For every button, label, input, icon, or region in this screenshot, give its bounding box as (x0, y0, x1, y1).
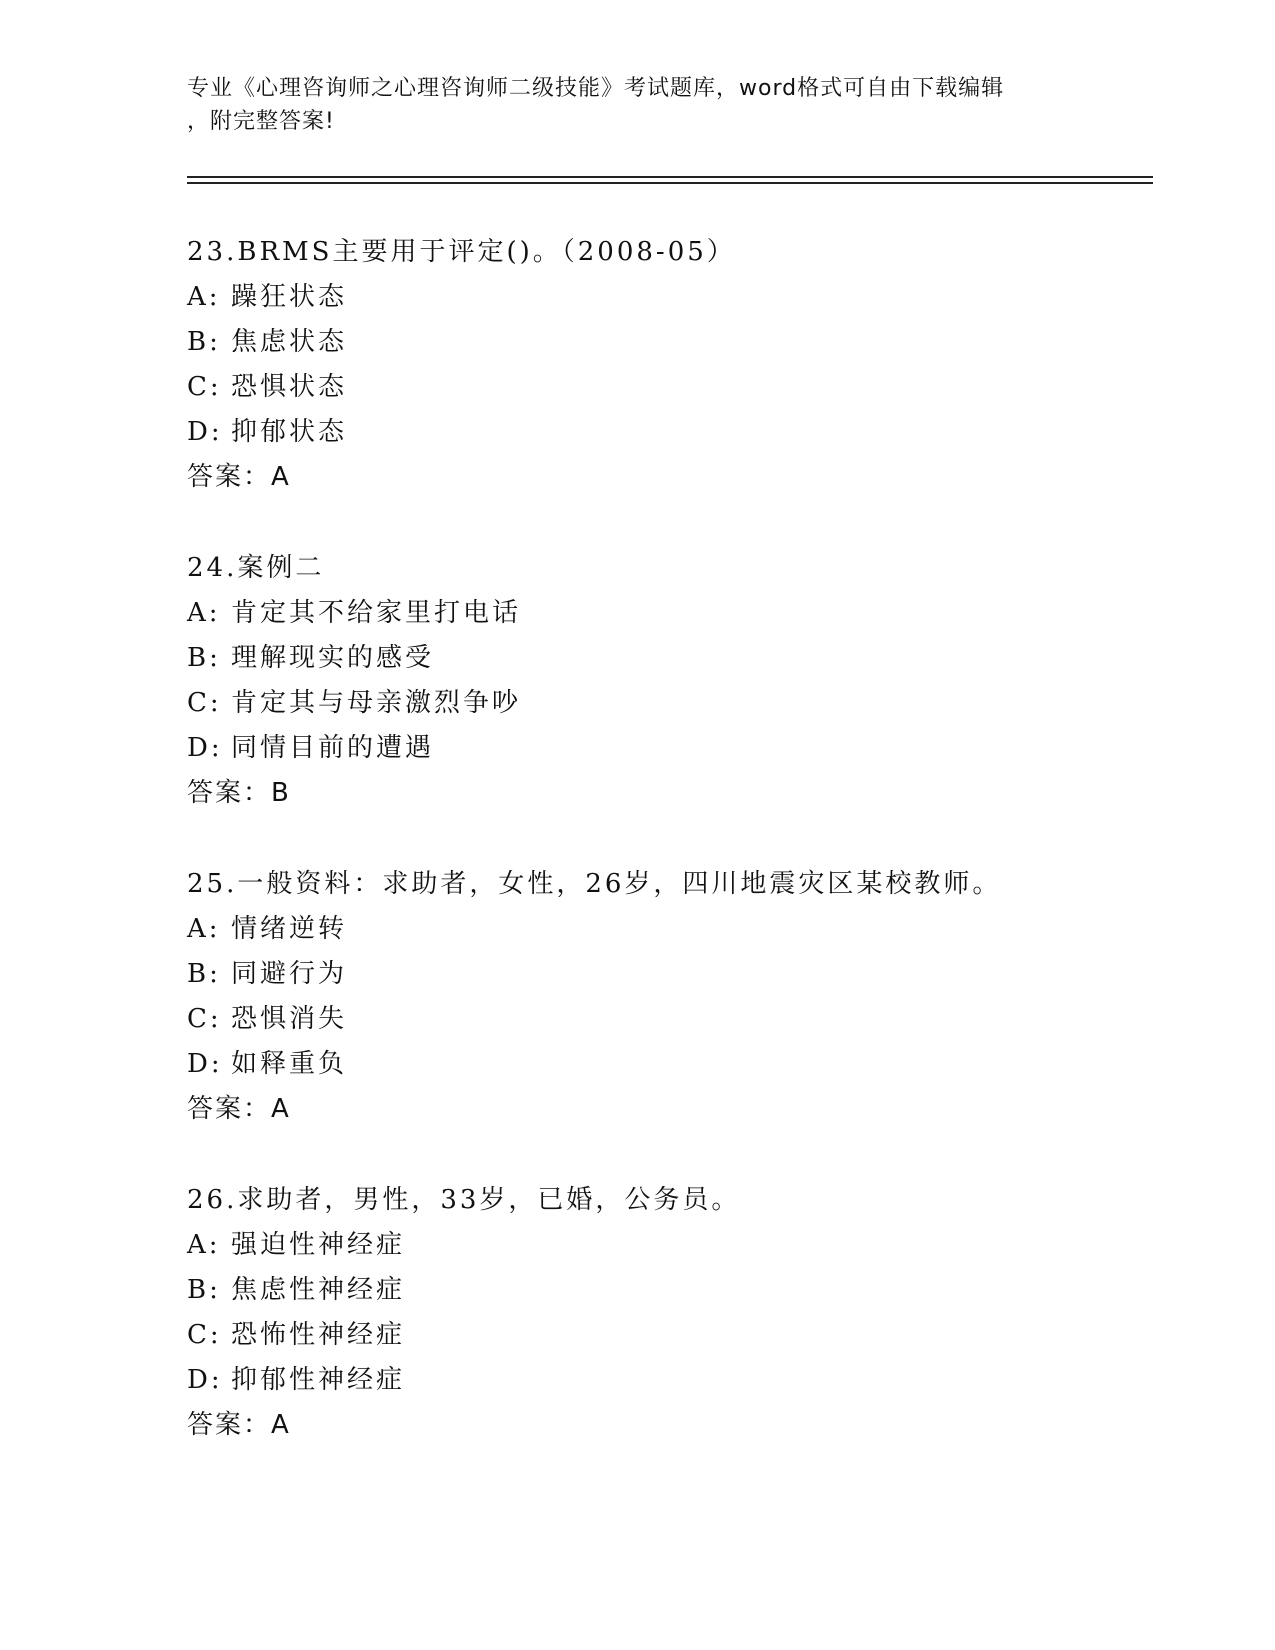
option-b (187, 1268, 1137, 1313)
option-text: 肯定其不给家里打电话 (231, 598, 522, 628)
option-letter: C: (187, 1320, 222, 1350)
option-text: 同避行为 (231, 959, 348, 989)
header-line-1: 专业《心理咨询师之心理咨询师二级技能》考试题库，word格式可自由下载编辑 (187, 76, 1005, 101)
option-letter: A: (187, 282, 221, 312)
option-letter: A: (187, 1230, 221, 1260)
question-stem: 26.求助者，男性，33岁，已婚，公务员。 (187, 1185, 741, 1215)
option-letter: A: (187, 598, 221, 628)
header-divider-top (187, 176, 1153, 178)
answer-label: 答案：A (187, 462, 291, 492)
option-letter: D: (187, 1049, 223, 1079)
option-text: 理解现实的感受 (231, 643, 435, 673)
option-letter: D: (187, 733, 223, 763)
option-letter: C: (187, 372, 222, 402)
option-c (187, 365, 1137, 410)
header-line-2: ，附完整答案! (187, 109, 335, 134)
document-header (187, 72, 1087, 138)
question-23 (187, 230, 1137, 500)
option-text: 恐怖性神经症 (231, 1320, 406, 1350)
option-text: 同情目前的遭遇 (231, 733, 435, 763)
option-letter: B: (187, 959, 221, 989)
option-text: 恐惧状态 (231, 372, 348, 402)
option-text: 强迫性神经症 (231, 1230, 406, 1260)
question-24 (187, 546, 1137, 816)
option-letter: B: (187, 643, 221, 673)
option-d (187, 1042, 1137, 1087)
option-text: 抑郁状态 (231, 417, 348, 447)
answer-label: 答案：A (187, 1094, 291, 1124)
answer-label: 答案：B (187, 778, 291, 808)
option-b (187, 636, 1137, 681)
option-letter: A: (187, 914, 221, 944)
option-letter: C: (187, 688, 222, 718)
option-text: 焦虑状态 (231, 327, 348, 357)
option-d (187, 1358, 1137, 1403)
option-d (187, 410, 1137, 455)
question-stem: 25.一般资料：求助者，女性，26岁，四川地震灾区某校教师。 (187, 869, 1002, 899)
option-text: 肯定其与母亲激烈争吵 (231, 688, 522, 718)
option-text: 如释重负 (231, 1049, 348, 1079)
option-text: 躁狂状态 (231, 282, 348, 312)
answer-label: 答案：A (187, 1410, 291, 1440)
option-a (187, 591, 1137, 636)
question-26 (187, 1178, 1137, 1448)
option-c (187, 681, 1137, 726)
option-letter: D: (187, 1365, 223, 1395)
question-stem: 23.BRMS主要用于评定()。（2008-05） (187, 237, 736, 267)
question-25 (187, 862, 1137, 1132)
option-text: 焦虑性神经症 (231, 1275, 406, 1305)
option-c (187, 1313, 1137, 1358)
option-letter: B: (187, 327, 221, 357)
option-letter: C: (187, 1004, 222, 1034)
option-text: 恐惧消失 (231, 1004, 348, 1034)
option-b (187, 952, 1137, 997)
option-b (187, 320, 1137, 365)
option-a (187, 1223, 1137, 1268)
option-letter: D: (187, 417, 223, 447)
option-d (187, 726, 1137, 771)
option-text: 情绪逆转 (231, 914, 348, 944)
option-c (187, 997, 1137, 1042)
option-text: 抑郁性神经症 (231, 1365, 406, 1395)
question-stem: 24.案例二 (187, 553, 325, 583)
option-a (187, 275, 1137, 320)
header-divider-bottom (187, 182, 1153, 184)
option-letter: B: (187, 1275, 221, 1305)
option-a (187, 907, 1137, 952)
